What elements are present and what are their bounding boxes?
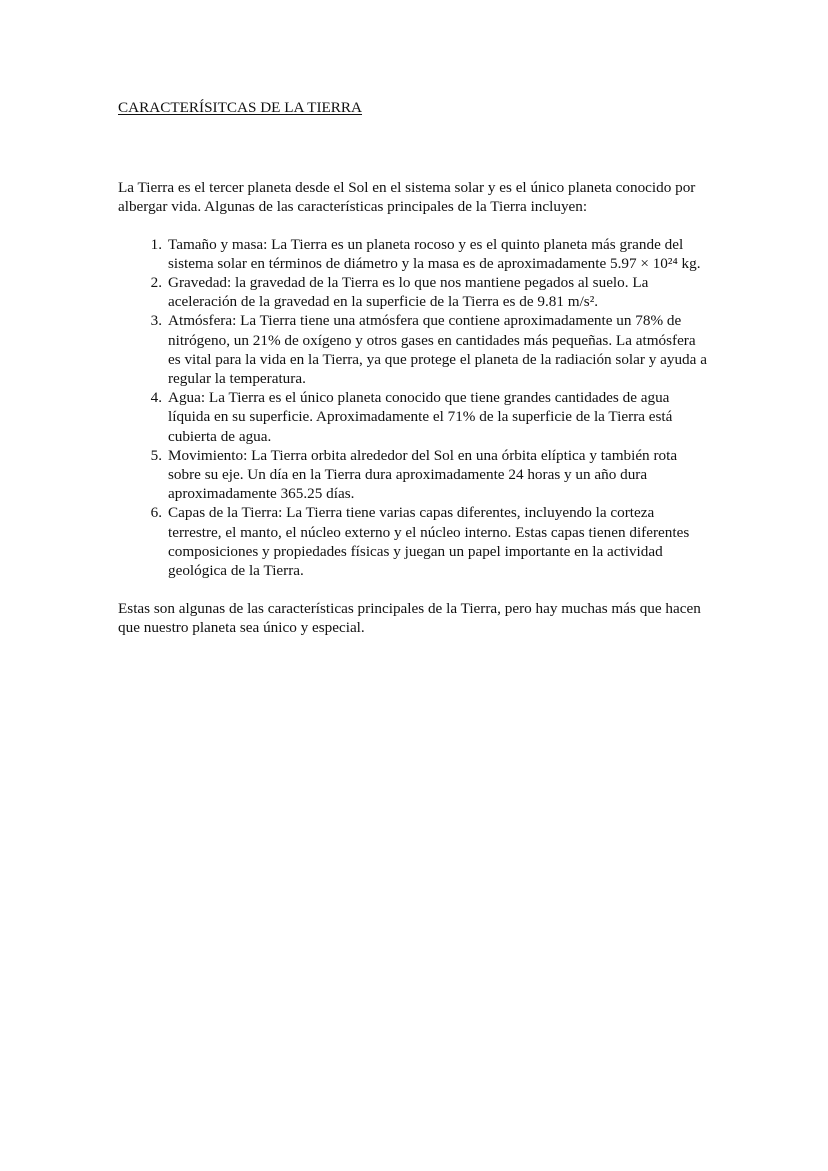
feature-text: Capas de la Tierra: La Tierra tiene varias capas diferentes, incluyendo la corteza terrestre, el manto, el núcleo externo y el núcleo interno. Estas capas tienen diferentes composiciones y propiedades físicas y juegan un papel importante en la actividad geológica de la Tierra. — [168, 504, 690, 580]
feature-item — [118, 446, 708, 504]
feature-text: Atmósfera: La Tierra tiene una atmósfera que contiene aproximadamente un 78% de nitrógeno, un 21% de oxígeno y otros gases en cantidades más pequeñas. La atmósfera es vital para la vida en la Tierra, ya que protege el planeta de la radiación solar y ayuda a regular la temperatura. — [168, 312, 707, 388]
intro-paragraph: La Tierra es el tercer planeta desde el Sol en el sistema solar y es el único planeta conocido por albergar vida. Algunas de las características principales de la Tierra incluyen: — [118, 179, 696, 216]
conclusion-paragraph: Estas son algunas de las características principales de la Tierra, pero hay muchas más que hacen que nuestro planeta sea único y especial. — [118, 600, 701, 637]
feature-number: 1. — [150, 235, 162, 253]
document-content — [118, 98, 708, 638]
features-list — [118, 235, 708, 581]
feature-item — [118, 235, 708, 273]
feature-number: 3. — [150, 312, 162, 330]
feature-item — [118, 388, 708, 446]
feature-item — [118, 273, 708, 311]
feature-text: Tamaño y masa: La Tierra es un planeta rocoso y es el quinto planeta más grande del sistema solar en términos de diámetro y la masa es de aproximadamente 5.97 × 10²⁴ kg. — [168, 235, 701, 272]
feature-number: 4. — [150, 389, 162, 407]
feature-number: 6. — [150, 504, 162, 522]
feature-item — [118, 311, 708, 388]
feature-item — [118, 503, 708, 580]
feature-text: Agua: La Tierra es el único planeta conocido que tiene grandes cantidades de agua líquida en su superficie. Aproximadamente el 71% de la superficie de la Tierra está cubierta de agua. — [168, 389, 673, 445]
feature-number: 2. — [150, 274, 162, 292]
document-title: CARACTERÍSITCAS DE LA TIERRA — [118, 99, 363, 116]
feature-text: Gravedad: la gravedad de la Tierra es lo que nos mantiene pegados al suelo. La aceleración de la gravedad en la superficie de la Tierra es de 9.81 m/s². — [168, 274, 649, 311]
feature-number: 5. — [150, 446, 162, 464]
feature-text: Movimiento: La Tierra orbita alrededor del Sol en una órbita elíptica y también rota sobre su eje. Un día en la Tierra dura aproximadamente 24 horas y un año dura aproximadamente 365.25 días. — [168, 446, 678, 503]
